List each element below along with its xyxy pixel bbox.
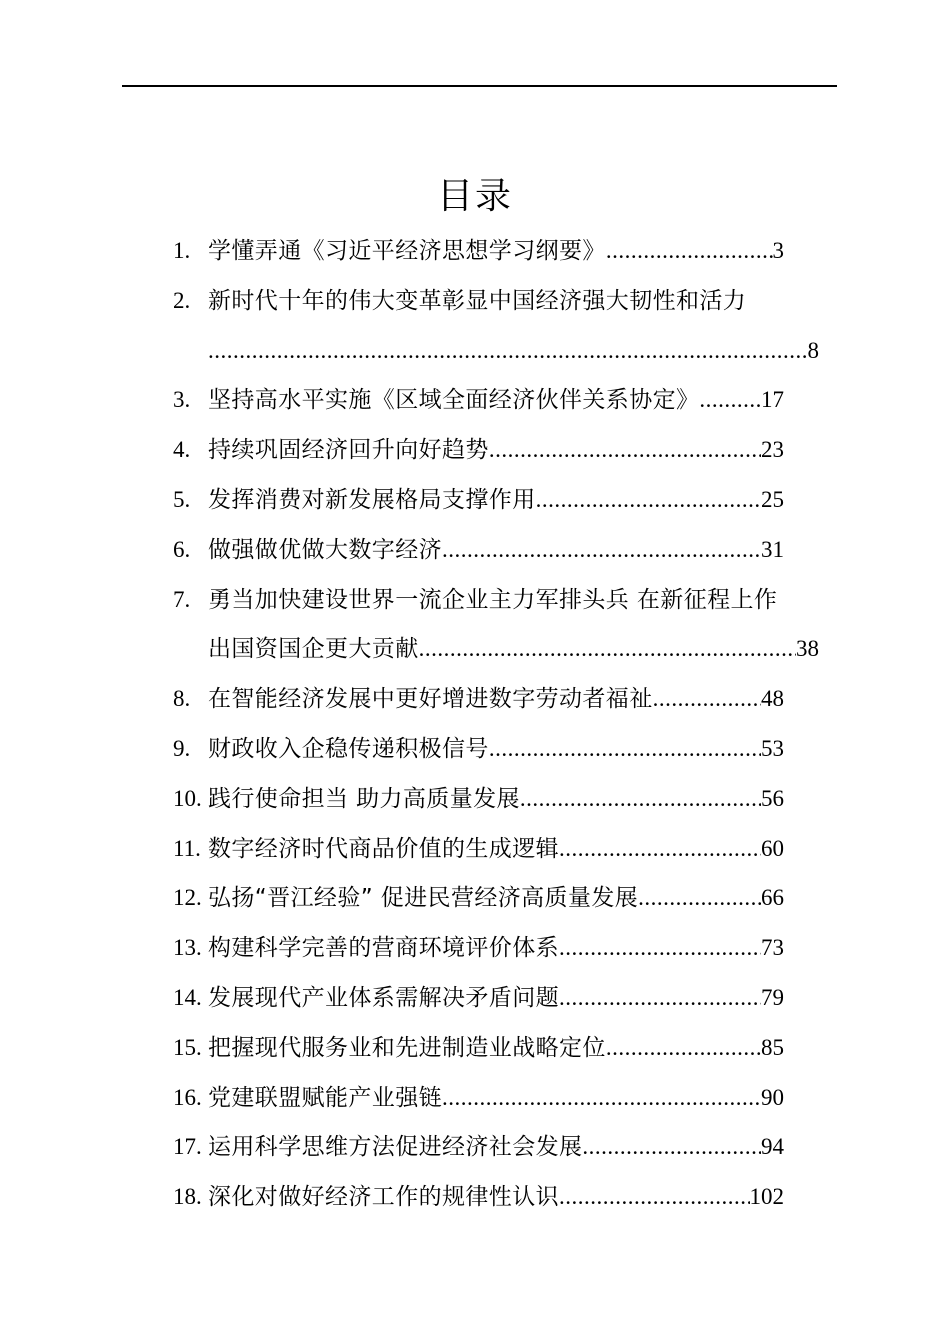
toc-dot-leader (582, 1122, 761, 1172)
toc-entry[interactable] (173, 276, 833, 376)
toc-entry-line (173, 973, 784, 1023)
toc-entry[interactable] (173, 1172, 833, 1222)
toc-entry-title: 出国资国企更大贡献 (208, 636, 419, 663)
toc-page-number: 73 (761, 935, 784, 961)
toc-entry-number: 1. (173, 238, 191, 263)
toc-dot-leader (442, 525, 761, 575)
toc-entry-number: 10. (173, 785, 202, 811)
toc-entry-title: 弘扬“晋江经验” 促进民营经济高质量发展 (208, 885, 639, 912)
toc-entry-line (173, 525, 784, 575)
toc-entry[interactable] (173, 824, 833, 874)
toc-page-number: 94 (761, 1134, 784, 1160)
toc-entry-line (173, 1172, 784, 1222)
toc-entry-title: 坚持高水平实施《区域全面经济伙伴关系协定》 (208, 387, 700, 414)
toc-dot-leader (520, 774, 761, 824)
toc-entry-line (173, 724, 784, 774)
toc-page-number: 48 (761, 686, 784, 712)
toc-entry-number: 7. (173, 586, 191, 612)
toc-page-number: 17 (761, 387, 784, 413)
toc-entry-title: 做强做优做大数字经济 (208, 536, 442, 563)
toc-entry-number: 9. (173, 735, 191, 761)
toc-page-number: 66 (761, 885, 784, 911)
toc-entry-number: 4. (173, 437, 191, 463)
toc-entry-title: 财政收入企稳传递积极信号 (208, 735, 489, 762)
toc-dot-leader (559, 973, 761, 1023)
toc-entry-number: 5. (173, 486, 191, 512)
toc-page-number: 8 (807, 337, 819, 363)
toc-entry-title: 构建科学完善的营商环境评价体系 (208, 935, 559, 962)
toc-dot-leader (653, 674, 761, 724)
toc-entry-line (173, 1023, 784, 1073)
toc-dot-leader (559, 923, 761, 973)
toc-page-number: 53 (761, 735, 784, 761)
toc-entry-title: 学懂弄通《习近平经济思想学习纲要》 (208, 238, 606, 264)
toc-entry-line (173, 425, 784, 475)
toc-entry-number: 16. (173, 1084, 202, 1110)
toc-entry-title: 勇当加快建设世界一流企业主力军排头兵 在新征程上作 (208, 586, 778, 613)
toc-entry[interactable] (173, 226, 833, 276)
toc-dot-leader (606, 226, 773, 276)
toc-entry-number: 18. (173, 1184, 202, 1210)
toc-page-number: 102 (749, 1184, 784, 1210)
toc-dot-leader (699, 375, 761, 425)
toc-entry-line (173, 873, 784, 923)
toc-entry-line (173, 475, 784, 525)
toc-entry[interactable] (173, 923, 833, 973)
toc-entry-number: 13. (173, 935, 202, 961)
toc-page-number: 56 (761, 785, 784, 811)
toc-entry-line (173, 624, 819, 674)
toc-entry[interactable] (173, 1073, 833, 1123)
toc-entry[interactable] (173, 1023, 833, 1073)
toc-dot-leader (559, 1172, 750, 1222)
toc-entry-title: 在智能经济发展中更好增进数字劳动者福祉 (208, 686, 653, 713)
toc-entry-title: 发挥消费对新发展格局支撑作用 (208, 486, 536, 513)
toc-entry[interactable] (173, 724, 833, 774)
toc-list (173, 226, 833, 1222)
toc-entry-line (173, 276, 833, 326)
toc-entry-number: 3. (173, 387, 191, 413)
toc-entry[interactable] (173, 1122, 833, 1172)
toc-entry-number: 11. (173, 835, 201, 861)
toc-page-number: 31 (761, 536, 784, 562)
toc-entry-line (173, 226, 784, 276)
toc-entry-line (173, 1122, 784, 1172)
toc-page-number: 23 (761, 437, 784, 463)
toc-dot-leader (638, 873, 761, 923)
toc-entry-title: 深化对做好经济工作的规律性认识 (208, 1184, 559, 1211)
toc-page-number: 79 (761, 984, 784, 1010)
toc-entry-number: 17. (173, 1134, 202, 1160)
toc-entry-number: 8. (173, 686, 191, 712)
toc-page-number: 3 (772, 238, 784, 263)
toc-page-number: 38 (796, 636, 819, 662)
toc-entry[interactable] (173, 774, 833, 824)
toc-dot-leader (442, 1073, 761, 1123)
toc-entry-title: 持续巩固经济回升向好趋势 (208, 437, 489, 464)
toc-entry[interactable] (173, 425, 833, 475)
toc-entry-line (173, 824, 784, 874)
toc-entry-line (173, 1073, 784, 1123)
toc-entry-line (173, 674, 784, 724)
toc-entry-title: 新时代十年的伟大变革彰显中国经济强大韧性和活力 (208, 287, 747, 314)
toc-entry-title: 党建联盟赋能产业强链 (208, 1084, 442, 1111)
toc-dot-leader (489, 724, 761, 774)
toc-entry[interactable] (173, 375, 833, 425)
toc-entry-title: 把握现代服务业和先进制造业战略定位 (208, 1034, 606, 1061)
toc-entry[interactable] (173, 873, 833, 923)
toc-entry-title: 发展现代产业体系需解决矛盾问题 (208, 984, 559, 1011)
toc-entry-line (173, 774, 784, 824)
toc-entry-line (173, 326, 819, 376)
toc-page-number: 90 (761, 1084, 784, 1110)
toc-entry[interactable] (173, 475, 833, 525)
header-rule (122, 85, 837, 87)
toc-entry[interactable] (173, 973, 833, 1023)
toc-page-number: 25 (761, 486, 784, 512)
toc-dot-leader (559, 824, 761, 874)
toc-entry-line (173, 923, 784, 973)
toc-page-number: 60 (761, 835, 784, 861)
toc-entry-number: 6. (173, 536, 191, 562)
toc-dot-leader (419, 624, 796, 674)
toc-page-number: 85 (761, 1034, 784, 1060)
toc-dot-leader (489, 425, 761, 475)
toc-entry-number: 12. (173, 885, 202, 911)
toc-entry-line (173, 375, 784, 425)
toc-entry[interactable] (173, 674, 833, 724)
toc-entry-number: 15. (173, 1034, 202, 1060)
toc-entry[interactable] (173, 575, 833, 675)
toc-entry-number: 2. (173, 287, 191, 313)
toc-title: 目录 (436, 176, 513, 217)
toc-dot-leader (606, 1023, 761, 1073)
toc-dot-leader (536, 475, 761, 525)
toc-dot-leader (208, 326, 808, 376)
toc-entry[interactable] (173, 525, 833, 575)
toc-entry-number: 14. (173, 984, 202, 1010)
toc-entry-title: 践行使命担当 助力高质量发展 (208, 785, 520, 812)
toc-entry-title: 运用科学思维方法促进经济社会发展 (208, 1134, 583, 1161)
toc-entry-title: 数字经济时代商品价值的生成逻辑 (208, 835, 559, 862)
toc-entry-line (173, 575, 833, 625)
